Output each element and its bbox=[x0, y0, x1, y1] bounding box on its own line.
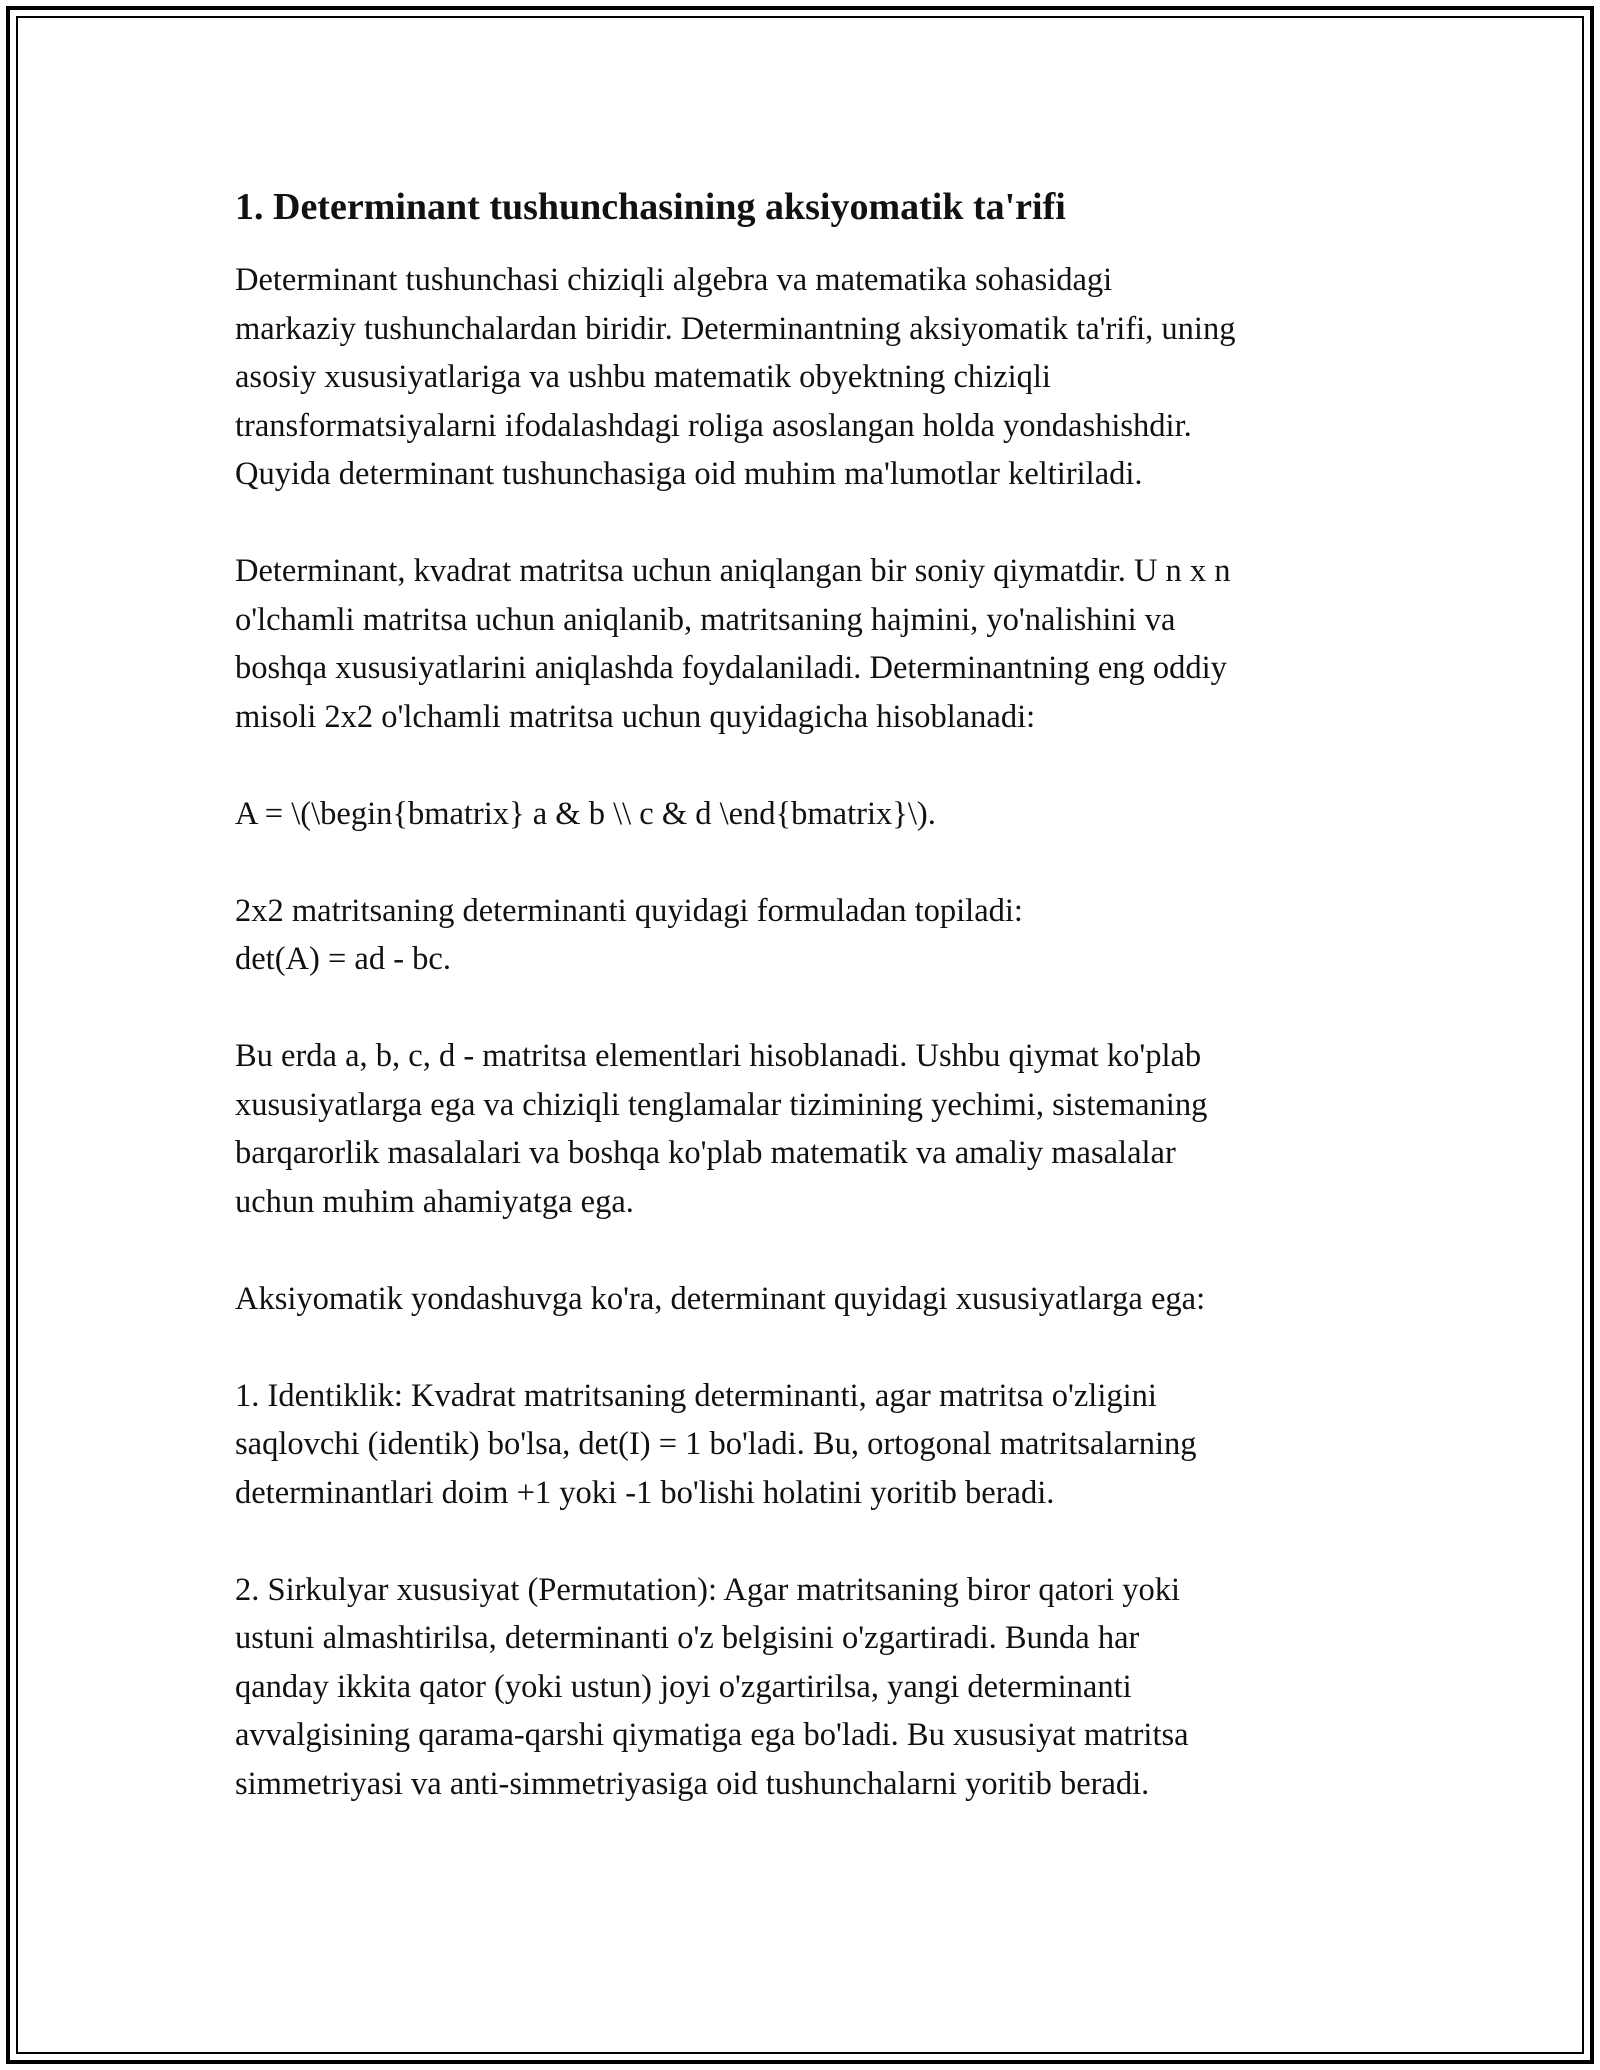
text-line: det(A) = ad - bc. bbox=[235, 941, 451, 977]
text-line: transformatsiyalarni ifodalashdagi roliga asoslangan holda yondashishdir. bbox=[235, 407, 1192, 444]
text-line: saqlovchi (identik) bo'lsa, det(I) = 1 bo'ladi. Bu, ortogonal matritsalarning bbox=[235, 1426, 1197, 1462]
text-line: Aksiyomatik yondashuvga ko'ra, determinant quyidagi xususiyatlarga ega: bbox=[235, 1280, 1206, 1317]
text-line: ustuni almashtirilsa, determinanti o'z belgisini o'zgartiradi. Bunda har bbox=[235, 1620, 1140, 1656]
text-line: determinantlari doim +1 yoki -1 bo'lishi holatini yoritib beradi. bbox=[235, 1474, 1055, 1511]
text-line: simmetriyasi va anti-simmetriyasiga oid tushunchalarni yoritib beradi. bbox=[235, 1765, 1150, 1802]
document-title: 1. Determinant tushunchasining aksiyomatik ta'rifi bbox=[235, 186, 1066, 228]
paragraph-elements bbox=[235, 1032, 1375, 1226]
text-line: asosiy xususiyatlariga va ushbu matematik obyektning chiziqli bbox=[235, 359, 1051, 395]
paragraph-axiomatic-intro bbox=[235, 1275, 1375, 1324]
paragraph-permutation-property bbox=[235, 1566, 1375, 1809]
text-line: 2x2 matritsaning determinanti quyidagi formuladan topiladi: bbox=[235, 892, 1023, 929]
text-line: Bu erda a, b, c, d - matritsa elementlari hisoblanadi. Ushbu qiymat ko'plab bbox=[235, 1038, 1202, 1074]
text-line: markaziy tushunchalardan biridir. Determinantning aksiyomatik ta'rifi, uning bbox=[235, 310, 1236, 347]
text-line: Determinant tushunchasi chiziqli algebra va matematika sohasidagi bbox=[235, 262, 1113, 298]
paragraph-identity-property bbox=[235, 1372, 1375, 1518]
document-body bbox=[235, 184, 1375, 1808]
text-line: o'lchamli matritsa uchun aniqlanib, matritsaning hajmini, yo'nalishini va bbox=[235, 601, 1176, 638]
paragraph-definition bbox=[235, 547, 1375, 741]
text-line: A = \(\begin{bmatrix} a & b \\ c & d \end{bmatrix}\). bbox=[235, 795, 936, 832]
text-line: qanday ikkita qator (yoki ustun) joyi o'zgartirilsa, yangi determinanti bbox=[235, 1668, 1132, 1705]
text-line: 1. Identiklik: Kvadrat matritsaning determinanti, agar matritsa o'zligini bbox=[235, 1377, 1157, 1414]
paragraph-determinant-formula bbox=[235, 887, 1375, 984]
text-line: Determinant, kvadrat matritsa uchun aniqlangan bir soniy qiymatdir. U n x n bbox=[235, 553, 1231, 589]
paragraph-intro bbox=[235, 256, 1375, 499]
text-line: xususiyatlarga ega va chiziqli tenglamalar tizimining yechimi, sistemaning bbox=[235, 1086, 1208, 1123]
paragraph-matrix-formula bbox=[235, 790, 1375, 839]
text-line: uchun muhim ahamiyatga ega. bbox=[235, 1183, 634, 1220]
text-line: barqarorlik masalalari va boshqa ko'plab matematik va amaliy masalalar bbox=[235, 1135, 1176, 1171]
text-line: avvalgisining qarama-qarshi qiymatiga ega bo'ladi. Bu xususiyat matritsa bbox=[235, 1717, 1189, 1753]
text-line: Quyida determinant tushunchasiga oid muhim ma'lumotlar keltiriladi. bbox=[235, 456, 1143, 492]
text-line: boshqa xususiyatlarini aniqlashda foydalaniladi. Determinantning eng oddiy bbox=[235, 650, 1227, 686]
text-line: 2. Sirkulyar xususiyat (Permutation): Agar matritsaning biror qatori yoki bbox=[235, 1571, 1181, 1608]
text-line: misoli 2x2 o'lchamli matritsa uchun quyidagicha hisoblanadi: bbox=[235, 698, 1036, 735]
